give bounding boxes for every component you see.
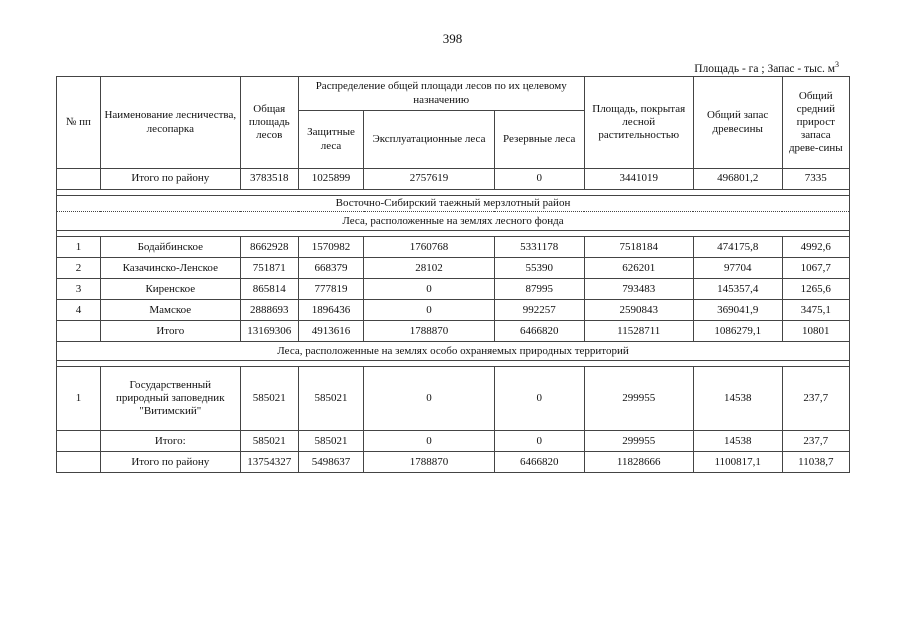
table-row	[57, 258, 850, 279]
cell-operational: 28102	[364, 258, 495, 279]
units-superscript: 3	[835, 60, 839, 69]
cell-growth: 3475,1	[782, 300, 849, 321]
cell-reserve: 0	[494, 169, 584, 190]
cell-reserve: 87995	[494, 279, 584, 300]
cell-name: Итого по району	[100, 169, 240, 190]
cell-protective: 5498637	[298, 452, 363, 473]
cell-stock: 14538	[693, 431, 782, 452]
header-growth: Общий средний прирост запаса древе-сины	[782, 77, 849, 169]
cell-stock: 496801,2	[693, 169, 782, 190]
cell-operational: 1788870	[364, 321, 495, 342]
cell-stock: 369041,9	[693, 300, 782, 321]
cell-name: Бодайбинское	[100, 237, 240, 258]
cell-name: Киренское	[100, 279, 240, 300]
cell-total: 13754327	[240, 452, 298, 473]
cell-num	[57, 169, 101, 190]
cell-covered: 793483	[584, 279, 693, 300]
cell-operational: 0	[364, 367, 495, 431]
cell-protective: 1570982	[298, 237, 363, 258]
cell-total: 8662928	[240, 237, 298, 258]
header-name: Наименование лесничества, лесопарка	[100, 77, 240, 169]
cell-name: Итого по району	[100, 452, 240, 473]
cell-protective: 1896436	[298, 300, 363, 321]
cell-growth: 1067,7	[782, 258, 849, 279]
cell-num: 3	[57, 279, 101, 300]
cell-name: Государственный природный заповедник "Витимский"	[100, 367, 240, 431]
cell-covered: 11828666	[584, 452, 693, 473]
table-row	[57, 279, 850, 300]
cell-total: 751871	[240, 258, 298, 279]
cell-stock: 97704	[693, 258, 782, 279]
cell-name: Мамское	[100, 300, 240, 321]
section-title-forest-fund: Леса, расположенные на землях лесного фонда	[57, 212, 850, 231]
cell-covered: 626201	[584, 258, 693, 279]
cell-name: Казачинско-Ленское	[100, 258, 240, 279]
header-num: № пп	[57, 77, 101, 169]
cell-total: 585021	[240, 367, 298, 431]
cell-num	[57, 431, 101, 452]
cell-reserve: 55390	[494, 258, 584, 279]
cell-total: 865814	[240, 279, 298, 300]
cell-reserve: 992257	[494, 300, 584, 321]
table-row	[57, 367, 850, 431]
cell-operational: 0	[364, 431, 495, 452]
header-total-area: Общая площадь лесов	[240, 77, 298, 169]
table-row-top-total	[57, 169, 850, 190]
cell-covered: 11528711	[584, 321, 693, 342]
cell-reserve: 5331178	[494, 237, 584, 258]
cell-name: Итого:	[100, 431, 240, 452]
cell-reserve: 0	[494, 431, 584, 452]
cell-protective: 585021	[298, 431, 363, 452]
cell-reserve: 6466820	[494, 321, 584, 342]
cell-operational: 1760768	[364, 237, 495, 258]
cell-reserve: 0	[494, 367, 584, 431]
cell-growth: 1265,6	[782, 279, 849, 300]
forest-area-table	[56, 76, 850, 473]
cell-growth: 11038,7	[782, 452, 849, 473]
cell-covered: 299955	[584, 367, 693, 431]
region-title: Восточно-Сибирский таежный мерзлотный район	[57, 196, 850, 212]
table-row	[57, 300, 850, 321]
cell-total: 2888693	[240, 300, 298, 321]
cell-operational: 0	[364, 279, 495, 300]
cell-total: 3783518	[240, 169, 298, 190]
cell-covered: 3441019	[584, 169, 693, 190]
cell-growth: 10801	[782, 321, 849, 342]
cell-covered: 7518184	[584, 237, 693, 258]
cell-num: 1	[57, 237, 101, 258]
page-number: 398	[442, 31, 463, 46]
cell-growth: 7335	[782, 169, 849, 190]
cell-growth: 237,7	[782, 367, 849, 431]
header-protective: Защитные леса	[298, 111, 363, 169]
cell-operational: 1788870	[364, 452, 495, 473]
header-operational: Эксплуатационные леса	[364, 111, 495, 169]
cell-total: 585021	[240, 431, 298, 452]
cell-name: Итого	[100, 321, 240, 342]
cell-protective: 585021	[298, 367, 363, 431]
table-row	[57, 237, 850, 258]
cell-growth: 237,7	[782, 431, 849, 452]
cell-stock: 14538	[693, 367, 782, 431]
cell-covered: 2590843	[584, 300, 693, 321]
cell-protective: 4913616	[298, 321, 363, 342]
header-covered: Площадь, покрытая лесной растительностью	[584, 77, 693, 169]
section-title-protected-areas: Леса, расположенные на землях особо охраняемых природных территорий	[57, 342, 850, 361]
cell-stock: 1100817,1	[693, 452, 782, 473]
cell-growth: 4992,6	[782, 237, 849, 258]
cell-operational: 0	[364, 300, 495, 321]
cell-total: 13169306	[240, 321, 298, 342]
cell-protective: 1025899	[298, 169, 363, 190]
table-row-section-total	[57, 321, 850, 342]
cell-num	[57, 321, 101, 342]
header-distribution: Распределение общей площади лесов по их целевому назначению	[298, 77, 584, 111]
cell-stock: 1086279,1	[693, 321, 782, 342]
cell-stock: 474175,8	[693, 237, 782, 258]
cell-protective: 668379	[298, 258, 363, 279]
header-stock: Общий запас древесины	[693, 77, 782, 169]
cell-num	[57, 452, 101, 473]
cell-num: 1	[57, 367, 101, 431]
cell-reserve: 6466820	[494, 452, 584, 473]
cell-operational: 2757619	[364, 169, 495, 190]
header-reserve: Резервные леса	[494, 111, 584, 169]
units-text: Площадь - га ; Запас - тыс. м	[694, 62, 835, 75]
cell-num: 4	[57, 300, 101, 321]
cell-stock: 145357,4	[693, 279, 782, 300]
cell-num: 2	[57, 258, 101, 279]
table-row-grand-total	[57, 452, 850, 473]
units-note	[694, 60, 839, 75]
cell-covered: 299955	[584, 431, 693, 452]
cell-protective: 777819	[298, 279, 363, 300]
table-row-section-total	[57, 431, 850, 452]
